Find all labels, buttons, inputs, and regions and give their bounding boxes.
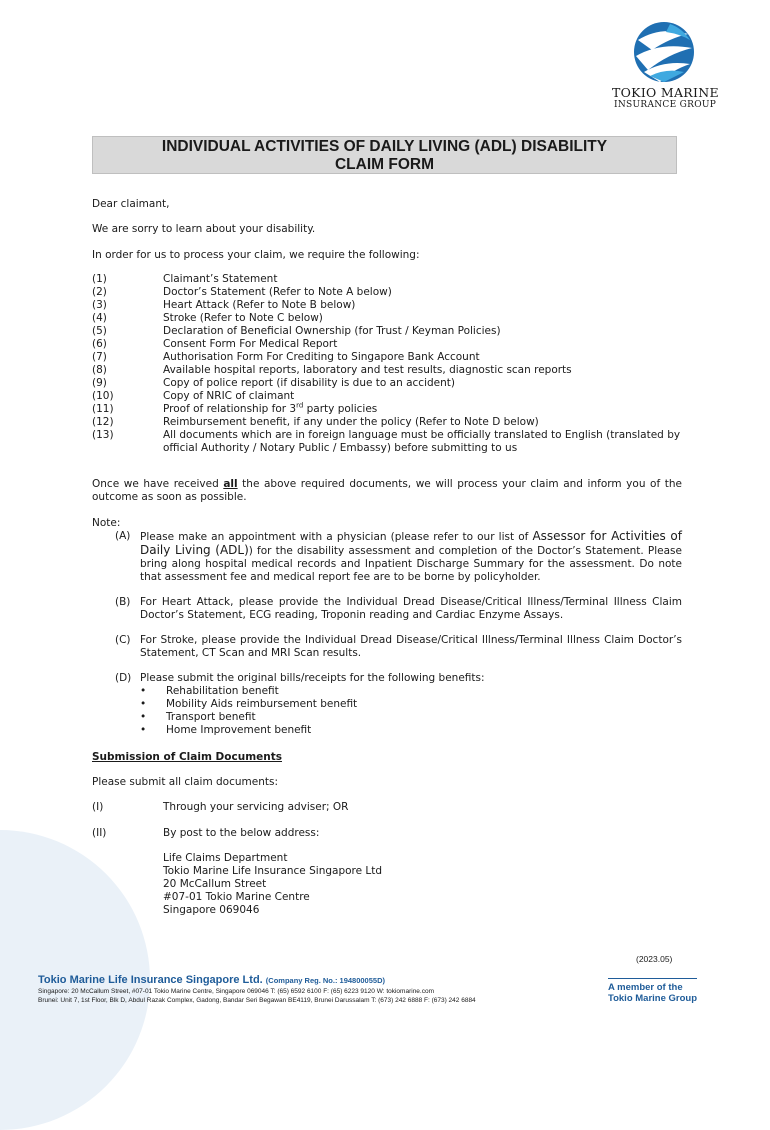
member-line-1: A member of the <box>608 982 683 993</box>
list-item <box>92 429 682 455</box>
form-title-line-1: INDIVIDUAL ACTIVITIES OF DAILY LIVING (ADL) DISABILITY <box>161 138 608 155</box>
list-item: • Mobility Aids reimbursement benefit <box>140 698 682 711</box>
note-b-text: For Heart Attack, please provide the Individual Dread Disease/Critical Illness/Terminal Illness Claim Doctor’s Statement, ECG reading, Troponin reading and Cardiac Enzyme Assays. <box>140 596 682 621</box>
mailing-address <box>163 852 382 917</box>
note-label: Note: <box>92 517 121 529</box>
greeting: Dear claimant, <box>92 198 170 210</box>
note-a-text-part: Please make an appointment with a physician (please refer to our list of <box>140 531 533 543</box>
tokio-marine-logo <box>612 20 722 112</box>
list-item <box>92 351 682 364</box>
list-item-number: (3) <box>92 299 107 311</box>
list-item-text: Consent Form For Medical Report <box>163 338 338 350</box>
address-line: 20 McCallum Street <box>163 878 267 890</box>
closing-text: the above required documents, we will process your claim and inform you of the outcome as soon as possible. <box>92 478 682 503</box>
member-badge <box>608 978 697 1004</box>
member-line-2: Tokio Marine Group <box>608 993 698 1004</box>
list-item <box>92 403 682 416</box>
list-item-text: Copy of police report (if disability is due to an accident) <box>163 377 455 389</box>
list-item-text: Doctor’s Statement (Refer to Note A below) <box>163 286 392 298</box>
option-number: (II) <box>92 827 107 839</box>
logo-subtitle: INSURANCE GROUP <box>614 100 717 110</box>
footer-brunei-address: Brunei: Unit 7, 1st Floor, Blk D, Abdul Razak Complex, Gadong, Bandar Seri Begawan BE4119, Brunei Darussalam T: (673) 242 6888 F: (673) 242 6884 <box>38 997 476 1004</box>
list-item: • Transport benefit <box>140 711 682 724</box>
list-item <box>92 827 682 840</box>
closing-emphasis: all <box>223 478 238 490</box>
submission-option-1 <box>92 801 682 814</box>
list-item <box>92 273 682 286</box>
list-item-text-part: Proof of relationship for 3 <box>163 403 297 415</box>
option-text: By post to the below address: <box>163 827 320 839</box>
list-item-text: Available hospital reports, laboratory and test results, diagnostic scan reports <box>163 364 572 376</box>
note-c <box>92 634 682 660</box>
list-item-number: (7) <box>92 351 107 363</box>
note-a-text-part: ) for the disability assessment and completion of the Doctor’s Statement. Please bring along hospital medical records and Inpatient Discharge Summary for the assessment. Do note that assessment fee and medical report fee are to be borne by policyholder. <box>140 545 682 583</box>
list-item <box>92 312 682 325</box>
superscript: rd <box>296 401 304 410</box>
list-item-text-part: party policies <box>303 403 378 415</box>
closing-text: Once we have received <box>92 478 224 490</box>
list-item <box>92 338 682 351</box>
note-d-label: (D) <box>115 672 132 684</box>
address-line: #07-01 Tokio Marine Centre <box>163 891 310 903</box>
list-item-text <box>163 403 682 416</box>
intro-sorry: We are sorry to learn about your disability. <box>92 223 316 235</box>
address-line: Singapore 069046 <box>163 904 260 916</box>
list-item <box>92 286 682 299</box>
list-item-number: (1) <box>92 273 107 285</box>
list-item-number: (13) <box>92 429 114 441</box>
note-a <box>92 530 682 584</box>
list-item-text: Declaration of Beneficial Ownership (for Trust / Keyman Policies) <box>163 325 501 337</box>
list-item <box>92 377 682 390</box>
address-line: Life Claims Department <box>163 852 288 864</box>
benefits-list <box>92 685 682 737</box>
list-item-text: All documents which are in foreign language must be officially translated to English (translated by official Authority / Notary Public / Embassy) before submitting to us <box>163 429 681 454</box>
footer-company <box>38 974 385 987</box>
submission-intro: Please submit all claim documents: <box>92 776 279 788</box>
footer-company-reg: (Company Reg. No.: 194800055D) <box>265 976 385 985</box>
list-item <box>92 325 682 338</box>
note-a-label: (A) <box>115 530 131 542</box>
list-item-text: Authorisation Form For Crediting to Singapore Bank Account <box>163 351 480 363</box>
list-item: • Home Improvement benefit <box>140 724 682 737</box>
option-text: Through your servicing adviser; OR <box>163 801 349 813</box>
logo-wordmark: TOKIO MARINE <box>612 85 719 100</box>
list-item: • Rehabilitation benefit <box>140 685 682 698</box>
note-b <box>92 596 682 622</box>
list-item <box>92 299 682 312</box>
list-item <box>92 801 682 814</box>
form-version: (2023.05) <box>636 954 673 964</box>
requirements-list <box>92 273 682 455</box>
list-item <box>92 416 682 429</box>
address-line: Tokio Marine Life Insurance Singapore Ltd <box>163 865 383 877</box>
list-item-text: Reimbursement benefit, if any under the policy (Refer to Note D below) <box>163 416 539 428</box>
list-item <box>92 364 682 377</box>
adl-assessor-link[interactable]: Assessor for Activities of Daily Living (ADL) <box>140 529 682 557</box>
list-item-text: Stroke (Refer to Note C below) <box>163 312 323 324</box>
list-item-text: Copy of NRIC of claimant <box>163 390 295 402</box>
list-item-number: (6) <box>92 338 107 350</box>
list-item-number: (8) <box>92 364 107 376</box>
list-item-number: (2) <box>92 286 107 298</box>
submission-heading: Submission of Claim Documents <box>92 751 282 763</box>
note-d <box>92 672 682 737</box>
list-item-number: (4) <box>92 312 107 324</box>
intro-require: In order for us to process your claim, we require the following: <box>92 249 420 261</box>
note-d-text: Please submit the original bills/receipts for the following benefits: <box>140 672 485 684</box>
list-item-number: (12) <box>92 416 114 428</box>
note-c-text: For Stroke, please provide the Individual Dread Disease/Critical Illness/Terminal Illness Claim Doctor’s Statement, CT Scan and MRI Scan results. <box>140 634 682 659</box>
list-item-text: Heart Attack (Refer to Note B below) <box>163 299 356 311</box>
closing-paragraph <box>92 478 682 504</box>
list-item-text: Claimant’s Statement <box>163 273 278 285</box>
list-item <box>92 390 682 403</box>
footer-company-name: Tokio Marine Life Insurance Singapore Ltd. <box>38 974 263 986</box>
form-title-line-2: CLAIM FORM <box>334 156 434 173</box>
list-item-number: (5) <box>92 325 107 337</box>
note-b-label: (B) <box>115 596 131 608</box>
note-a-text <box>140 530 682 584</box>
form-title <box>92 136 677 174</box>
list-item-number: (11) <box>92 403 114 415</box>
submission-option-2 <box>92 827 682 840</box>
note-c-label: (C) <box>115 634 131 646</box>
option-number: (I) <box>92 801 104 813</box>
list-item-number: (9) <box>92 377 107 389</box>
tokio-marine-emblem-icon <box>630 20 698 84</box>
footer-singapore-address: Singapore: 20 McCallum Street, #07-01 Tokio Marine Centre, Singapore 069046 T: (65) 6592 6100 F: (65) 6223 9120 W: tokiomarine.com <box>38 988 435 995</box>
list-item-number: (10) <box>92 390 114 402</box>
